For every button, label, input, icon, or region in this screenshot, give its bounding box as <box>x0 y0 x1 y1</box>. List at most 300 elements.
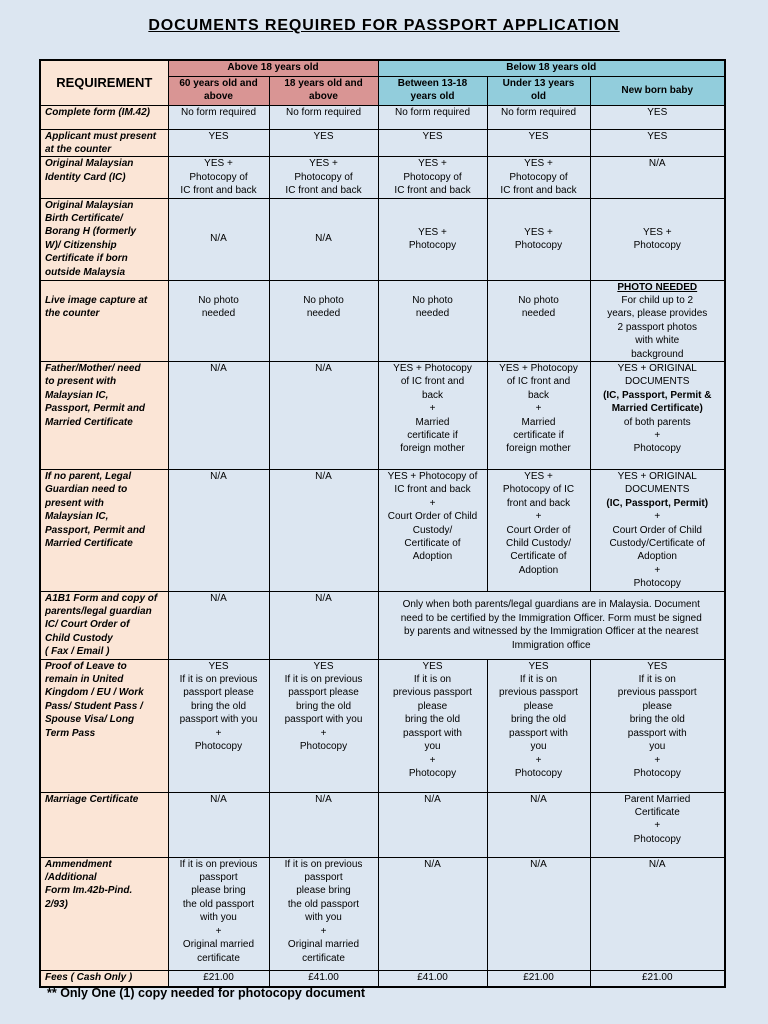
header-group-row <box>40 60 725 76</box>
cell-line: IC front and back <box>394 185 471 197</box>
cell-line: passport please <box>183 687 254 699</box>
column-header <box>269 76 378 105</box>
cell-line: IC front and back <box>394 484 471 496</box>
column-header <box>487 76 590 105</box>
cell-line: Court Order of Child <box>612 524 702 536</box>
cell-line: Certificate <box>634 807 680 819</box>
cell-line: with you <box>305 912 342 924</box>
cell-line: present with <box>45 497 104 509</box>
cell-line: N/A <box>315 362 332 374</box>
cell-line: For child up to 2 <box>621 294 694 306</box>
cell-line: N/A <box>210 470 227 482</box>
cell-line: Photocopy <box>633 767 681 779</box>
cell-line: certificate if <box>407 430 458 441</box>
cell-line: Original married <box>287 939 360 951</box>
cell-line: YES + <box>418 158 447 170</box>
cell-line: Kingdom / EU / Work <box>45 687 144 699</box>
cell-line: Original married <box>182 939 255 951</box>
requirement-cell <box>40 792 168 857</box>
cell-line: passport <box>199 872 238 884</box>
cell-line: Photocopy <box>514 240 563 252</box>
cell-line: need to be certified by the Immigration Officer. Form must be signed <box>400 612 702 624</box>
value-cell <box>269 157 378 198</box>
requirement-cell <box>40 157 168 198</box>
cell-line: Custody/Certificate of <box>609 538 706 549</box>
cell-line: YES + <box>309 158 338 170</box>
above-18-header: Above 18 years old <box>168 60 378 76</box>
requirement-cell <box>40 361 168 469</box>
cell-line: of IC front and <box>506 376 571 388</box>
cell-line: YES <box>647 106 668 118</box>
cell-line: 18 years old and <box>284 77 363 89</box>
cell-line: YES + <box>204 158 233 170</box>
cell-line: + <box>320 727 327 739</box>
cell-line: Complete form (IM.42) <box>45 106 151 118</box>
cell-line: YES + Photocopy of <box>387 470 478 482</box>
cell-line: YES <box>647 660 668 672</box>
value-cell <box>269 792 378 857</box>
value-cell <box>168 129 269 157</box>
cell-line: ( Fax / Email ) <box>45 646 110 658</box>
table-row <box>40 469 725 591</box>
table-row <box>40 198 725 280</box>
cell-line: If it is on previous <box>284 674 363 686</box>
value-cell <box>487 659 590 792</box>
cell-line: (IC, Passport, Permit) <box>606 497 709 509</box>
cell-line: old <box>531 90 546 102</box>
table-row <box>40 792 725 857</box>
cell-line: £41.00 <box>308 971 339 983</box>
cell-line: No photo <box>303 294 344 306</box>
cell-line: Live image capture at <box>45 294 148 306</box>
cell-line: + <box>429 497 436 509</box>
cell-line: No form required <box>180 106 257 118</box>
value-cell <box>378 157 487 198</box>
cell-line: Photocopy <box>408 767 457 779</box>
cell-line: No form required <box>394 106 471 118</box>
cell-line: + <box>429 403 436 415</box>
cell-line: at the counter <box>45 143 112 155</box>
value-cell <box>378 280 487 361</box>
cell-line: bring the old <box>295 700 352 712</box>
cell-line: YES + <box>642 226 672 238</box>
value-cell <box>590 659 725 792</box>
cell-line: certificate <box>302 952 345 964</box>
cell-line: certificate <box>197 952 240 964</box>
cell-line: N/A <box>210 592 227 604</box>
cell-line: YES + Photocopy <box>393 362 472 374</box>
cell-line: Identity Card (IC) <box>45 171 126 183</box>
cell-line: No photo <box>518 294 559 306</box>
cell-line: remain in United <box>45 674 124 686</box>
value-cell <box>269 280 378 361</box>
cell-line: years old <box>410 90 455 102</box>
value-cell <box>378 970 487 987</box>
cell-line: If it is on <box>413 674 452 686</box>
cell-line: YES <box>528 660 549 672</box>
value-cell <box>269 198 378 280</box>
cell-line: needed <box>306 307 341 319</box>
requirement-header: REQUIREMENT <box>40 60 168 105</box>
cell-line: 60 years old and <box>179 77 258 89</box>
cell-line: Applicant must present <box>45 130 157 142</box>
value-cell <box>168 361 269 469</box>
cell-line: IC/ Court Order of <box>45 619 130 631</box>
value-cell <box>168 198 269 280</box>
cell-line: Father/Mother/ need <box>45 362 141 374</box>
column-header <box>590 76 725 105</box>
cell-line: Child Custody/ <box>505 538 572 549</box>
cell-line: above <box>204 90 233 102</box>
cell-line: above <box>309 90 338 102</box>
value-cell <box>168 105 269 129</box>
cell-line: of both parents <box>623 416 691 428</box>
cell-line: passport with <box>627 727 687 739</box>
cell-line: YES + <box>524 226 553 238</box>
cell-line: YES <box>208 130 229 142</box>
value-cell <box>168 469 269 591</box>
value-cell <box>168 659 269 792</box>
cell-line: please <box>523 700 554 712</box>
cell-line: No form required <box>500 106 577 118</box>
column-header <box>168 76 269 105</box>
cell-line: Photocopy <box>633 578 681 590</box>
cell-line: certificate if <box>513 430 564 441</box>
value-cell <box>378 105 487 129</box>
cell-line: If it is on <box>638 674 676 686</box>
cell-line: Birth Certificate/ <box>45 212 123 224</box>
value-cell <box>269 857 378 970</box>
cell-line: If it is on previous <box>179 858 258 870</box>
merged-note-cell <box>378 591 725 659</box>
value-cell <box>487 280 590 361</box>
cell-line: you <box>424 741 441 753</box>
cell-line: N/A <box>530 858 547 870</box>
cell-line: Married <box>415 416 450 428</box>
value-cell <box>168 591 269 659</box>
cell-line: Malaysian IC, <box>45 389 109 401</box>
cell-line: parents/legal guardian <box>45 606 152 618</box>
cell-line: needed <box>415 307 450 319</box>
cell-line: N/A <box>210 233 227 245</box>
cell-line: Photocopy <box>633 833 681 845</box>
cell-line: 2/93) <box>45 898 68 910</box>
value-cell <box>590 792 725 857</box>
cell-line: Adoption <box>412 551 453 563</box>
cell-line: please bring <box>296 885 351 897</box>
cell-line: Photocopy <box>408 240 457 252</box>
cell-line: please bring <box>191 885 246 897</box>
cell-line: previous passport <box>393 687 472 699</box>
value-cell <box>168 970 269 987</box>
table-row <box>40 970 725 987</box>
cell-line: YES + ORIGINAL <box>617 470 697 482</box>
cell-line: + <box>654 564 661 576</box>
cell-line: Married Certificate <box>45 538 133 549</box>
cell-line: Married Certificate <box>45 416 133 428</box>
cell-line: needed <box>201 307 236 319</box>
cell-line: Passport, Permit and <box>45 403 146 415</box>
cell-line: + <box>215 727 222 739</box>
cell-line: N/A <box>648 858 666 870</box>
cell-line: Photocopy <box>514 767 563 779</box>
cell-line: you <box>649 741 666 753</box>
cell-line: passport with <box>403 727 462 739</box>
cell-line: + <box>429 754 436 766</box>
cell-line: needed <box>521 307 556 319</box>
table-row <box>40 280 725 361</box>
cell-line: Parent Married <box>624 793 691 805</box>
cell-line: of IC front and <box>400 376 465 388</box>
value-cell <box>269 129 378 157</box>
cell-line: by parents and witnessed by the Immigration Officer at the nearest <box>404 626 699 638</box>
cell-line: Photocopy <box>194 741 243 753</box>
cell-line: Immigration office <box>511 639 591 651</box>
cell-line: Court Order of <box>506 524 571 536</box>
cell-line: front and back <box>506 497 571 509</box>
cell-line: Child Custody <box>45 632 113 644</box>
cell-line: Photocopy of <box>294 171 353 183</box>
cell-line: YES + <box>418 226 447 238</box>
cell-line: Court Order of Child <box>387 511 478 523</box>
cell-line: £21.00 <box>641 971 673 983</box>
cell-line: Spouse Visa/ Long <box>45 714 135 726</box>
cell-line: New born baby <box>621 84 694 96</box>
value-cell <box>269 970 378 987</box>
cell-line: back <box>421 389 444 401</box>
cell-line: background <box>631 348 684 360</box>
value-cell <box>590 857 725 970</box>
table-row <box>40 857 725 970</box>
value-cell <box>378 129 487 157</box>
cell-line: Passport, Permit and <box>45 524 146 536</box>
cell-line: DOCUMENTS <box>625 376 690 388</box>
cell-line: YES <box>208 660 229 672</box>
value-cell <box>487 105 590 129</box>
value-cell <box>590 361 725 469</box>
cell-line: Photocopy of IC <box>502 484 575 496</box>
cell-line: the old passport <box>287 898 360 910</box>
cell-line: passport <box>304 872 343 884</box>
value-cell <box>487 129 590 157</box>
requirement-cell <box>40 469 168 591</box>
cell-line: N/A <box>424 793 441 805</box>
cell-line: outside Malaysia <box>45 266 126 278</box>
requirement-cell <box>40 659 168 792</box>
cell-line: years, please provides <box>607 308 708 320</box>
cell-line: N/A <box>648 158 666 170</box>
cell-line: bring the old <box>404 714 461 726</box>
cell-line: + <box>535 754 542 766</box>
cell-line: Fees ( Cash Only ) <box>45 971 133 983</box>
table-row <box>40 129 725 157</box>
cell-line: If it is on <box>519 674 558 686</box>
cell-line: previous passport <box>499 687 578 699</box>
cell-line: please <box>417 700 448 712</box>
cell-line: IC front and back <box>180 185 257 197</box>
cell-line: the counter <box>45 307 100 319</box>
cell-line: DOCUMENTS <box>625 484 690 496</box>
cell-line: No photo <box>198 294 239 306</box>
cell-line: £21.00 <box>523 971 554 983</box>
value-cell <box>378 198 487 280</box>
cell-line: Borang H (formerly <box>45 226 137 238</box>
cell-line: back <box>527 389 550 401</box>
cell-line: No form required <box>285 106 362 118</box>
value-cell <box>487 198 590 280</box>
cell-line: Original Malaysian <box>45 158 134 170</box>
cell-line: Guardian need to <box>45 484 128 496</box>
value-cell <box>590 198 725 280</box>
value-cell <box>378 659 487 792</box>
cell-line: passport with you <box>284 714 363 726</box>
value-cell <box>269 659 378 792</box>
value-cell <box>378 792 487 857</box>
cell-line: to present with <box>45 376 117 388</box>
cell-line: YES <box>528 130 549 142</box>
cell-line: + <box>215 925 222 937</box>
table-row <box>40 157 725 198</box>
value-cell <box>269 361 378 469</box>
requirement-cell <box>40 280 168 361</box>
cell-line: passport with <box>509 727 568 739</box>
cell-line: YES + <box>524 158 553 170</box>
cell-line: + <box>654 430 661 441</box>
cell-line: N/A <box>315 793 332 805</box>
cell-line: bring the old <box>629 714 685 726</box>
cell-line: Form Im.42b-Pind. <box>45 885 133 897</box>
cell-line: bring the old <box>510 714 567 726</box>
cell-line: Married Certificate) <box>611 403 703 415</box>
cell-line: Marriage Certificate <box>45 793 139 805</box>
value-cell <box>269 469 378 591</box>
cell-line: A1B1 Form and copy of <box>45 592 158 604</box>
cell-line: + <box>654 754 661 766</box>
cell-line: Custody/ <box>412 524 453 536</box>
cell-line: Married <box>521 416 556 428</box>
cell-line: foreign mother <box>506 443 571 455</box>
value-cell <box>590 105 725 129</box>
cell-line: Term Pass <box>45 727 96 739</box>
cell-line: Certificate of <box>510 551 567 563</box>
cell-line: YES + ORIGINAL <box>617 362 697 374</box>
value-cell <box>378 857 487 970</box>
value-cell <box>168 857 269 970</box>
below-18-header: Below 18 years old <box>378 60 725 76</box>
value-cell <box>487 469 590 591</box>
cell-line: YES <box>313 660 334 672</box>
value-cell <box>590 129 725 157</box>
cell-line: passport please <box>288 687 359 699</box>
cell-line: with white <box>635 335 680 347</box>
requirement-cell <box>40 129 168 157</box>
cell-line: W)/ Citizenship <box>45 239 117 251</box>
cell-line: the old passport <box>182 898 255 910</box>
cell-line: If no parent, Legal <box>45 470 132 482</box>
cell-line: N/A <box>530 793 547 805</box>
cell-line: Certificate if born <box>45 253 128 265</box>
cell-line: Photocopy <box>299 741 348 753</box>
cell-line: YES <box>422 130 443 142</box>
value-cell <box>590 970 725 987</box>
cell-line: you <box>530 741 547 753</box>
value-cell <box>168 792 269 857</box>
footnote: ** Only One (1) copy needed for photocopy document <box>47 986 366 1000</box>
cell-line: Certificate of <box>404 538 461 549</box>
page-title: DOCUMENTS REQUIRED FOR PASSPORT APPLICATION <box>148 17 620 34</box>
cell-line: bring the old <box>190 700 247 712</box>
cell-line: If it is on previous <box>179 674 258 686</box>
cell-line: N/A <box>424 858 441 870</box>
cell-line: please <box>642 700 672 712</box>
table-row <box>40 361 725 469</box>
cell-line: previous passport <box>617 687 697 699</box>
cell-line: YES + Photocopy <box>499 362 578 374</box>
cell-line: + <box>654 820 661 832</box>
cell-line: Malaysian IC, <box>45 511 109 523</box>
value-cell <box>487 970 590 987</box>
cell-line: passport with you <box>179 714 258 726</box>
cell-line: Only when both parents/legal guardians are in Malaysia. Document <box>402 599 700 611</box>
cell-line: £21.00 <box>203 971 234 983</box>
cell-line: YES <box>647 130 668 142</box>
value-cell <box>487 361 590 469</box>
cell-line: Photocopy of <box>189 171 248 183</box>
table-row <box>40 591 725 659</box>
cell-line: + <box>535 511 542 523</box>
column-header <box>378 76 487 105</box>
cell-line: Ammendment <box>45 858 112 870</box>
value-cell <box>378 361 487 469</box>
value-cell <box>487 157 590 198</box>
cell-line: + <box>320 925 327 937</box>
cell-line: Photocopy of <box>403 171 462 183</box>
value-cell <box>168 157 269 198</box>
table-row <box>40 659 725 792</box>
cell-line: YES <box>313 130 334 142</box>
cell-line: Photocopy <box>633 443 681 455</box>
cell-line: If it is on previous <box>284 858 363 870</box>
cell-line: foreign mother <box>400 443 465 455</box>
value-cell <box>590 469 725 591</box>
cell-line: £41.00 <box>417 971 448 983</box>
cell-line: + <box>535 403 542 415</box>
cell-line: N/A <box>315 233 332 245</box>
cell-line: N/A <box>315 592 332 604</box>
requirement-cell <box>40 105 168 129</box>
table-row <box>40 105 725 129</box>
cell-line: (IC, Passport, Permit & <box>603 389 712 401</box>
value-cell <box>269 591 378 659</box>
requirement-cell <box>40 857 168 970</box>
cell-line: Photocopy of <box>509 171 568 183</box>
cell-line: Photocopy <box>633 240 681 252</box>
cell-line: Proof of Leave to <box>45 660 127 672</box>
cell-line: YES + <box>524 470 553 482</box>
requirement-cell <box>40 591 168 659</box>
requirement-cell <box>40 970 168 987</box>
cell-line: + <box>654 511 661 523</box>
cell-line: No photo <box>412 294 453 306</box>
requirement-cell <box>40 198 168 280</box>
cell-line: Adoption <box>637 551 677 563</box>
cell-line: N/A <box>315 470 332 482</box>
cell-line: N/A <box>210 793 227 805</box>
value-cell <box>590 157 725 198</box>
cell-line: Pass/ Student Pass / <box>45 700 143 712</box>
cell-line: IC front and back <box>500 185 577 197</box>
cell-line: 2 passport photos <box>617 321 697 333</box>
